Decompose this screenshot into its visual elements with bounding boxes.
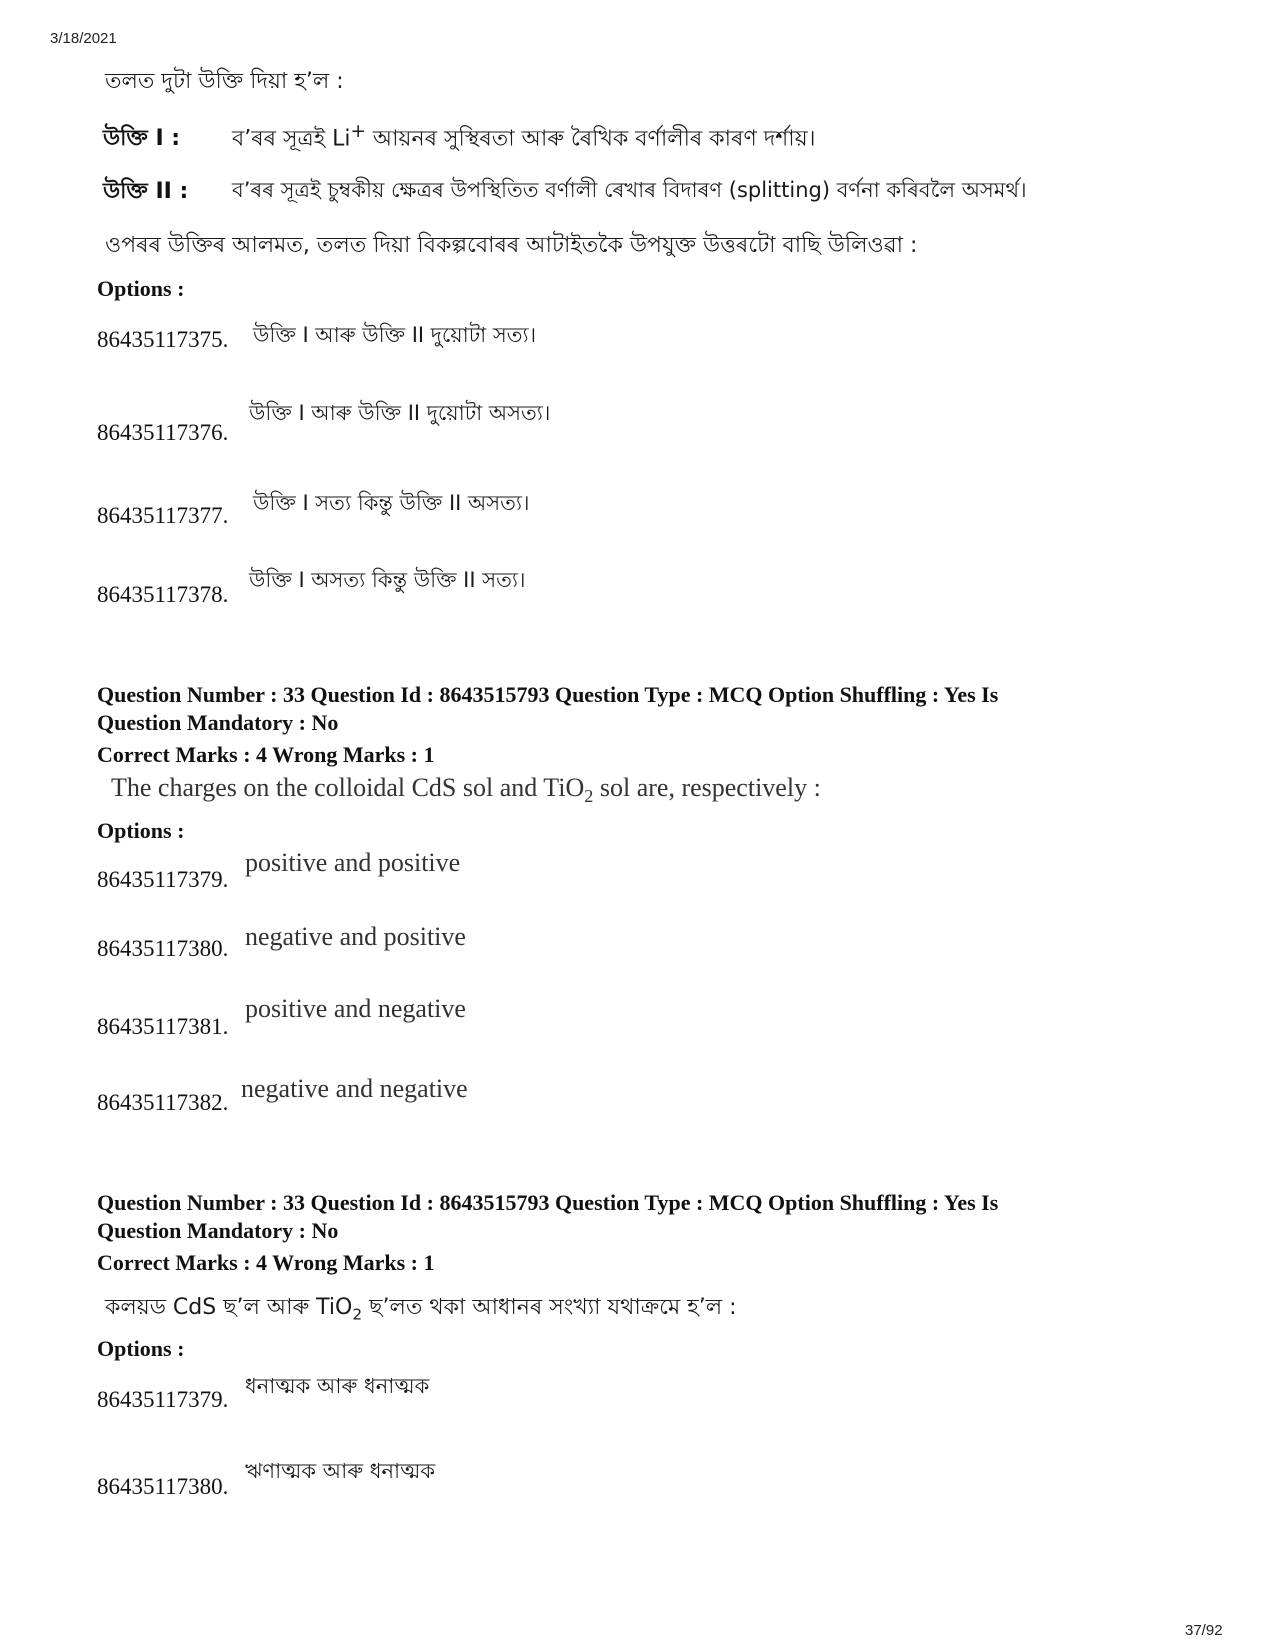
option-text: ধনাত্মক আৰু ধনাত্মক bbox=[245, 1374, 430, 1398]
instruction-text: ওপৰৰ উক্তিৰ আলমত, তলত দিয়া বিকল্পবোৰৰ আটাইতকৈ উপযুক্ত উত্তৰটো বাছি উলিওৱা : bbox=[105, 233, 918, 258]
options-heading: Options : bbox=[97, 1336, 185, 1361]
option-text: উক্তি I আৰু উক্তি II দুয়োটা অসত্য। bbox=[249, 401, 551, 425]
option-text: উক্তি I অসত্য কিন্তু উক্তি II সত্য। bbox=[249, 568, 526, 592]
option-number: 86435117377. bbox=[97, 503, 229, 528]
option-number: 86435117380. bbox=[97, 1474, 229, 1499]
question-text: The charges on the colloidal CdS sol and TiO$_2$ sol are, respectively : bbox=[111, 773, 821, 807]
option-number: 86435117381. bbox=[97, 1014, 229, 1039]
option-text: উক্তি I সত্য কিন্তু উক্তি II অসত্য। bbox=[253, 491, 530, 515]
options-heading: Options : bbox=[97, 818, 185, 843]
option-text: positive and negative bbox=[245, 994, 466, 1023]
option-text: উক্তি I আৰু উক্তি II দুয়োটা সত্য। bbox=[253, 323, 537, 347]
option-number: 86435117380. bbox=[97, 936, 229, 961]
option-number: 86435117375. bbox=[97, 327, 229, 352]
statement-2-text: ব’ৰৰ সূত্ৰই চুম্বকীয় ক্ষেত্ৰৰ উপস্থিতিত বৰ্ণালী ৰেখাৰ বিদাৰণ (splitting) বৰ্ণনা কৰিবলৈ অসমৰ্থ। bbox=[232, 178, 1027, 202]
option-number: 86435117376. bbox=[97, 420, 229, 445]
option-text: negative and negative bbox=[241, 1074, 468, 1103]
option-text: ঋণাত্মক আৰু ধনাত্মক bbox=[245, 1459, 436, 1483]
option-text: negative and positive bbox=[245, 922, 466, 951]
question-text: কলয়ড CdS ছ’ল আৰু TiO$_2$ ছ’লত থকা আধানৰ সংখ্যা যথাক্ৰমে হ’ল : bbox=[105, 1295, 737, 1324]
option-number: 86435117378. bbox=[97, 582, 229, 607]
question-meta: Question Number : 33 Question Id : 8643515793 Question Type : MCQ Option Shuffling : Yes Is Question Mandatory : No Correct Marks : 4 Wrong Marks : 1 bbox=[97, 682, 999, 767]
options-heading: Options : bbox=[97, 276, 185, 301]
statements-intro: তলত দুটা উক্তি দিয়া হ’ল : bbox=[105, 69, 344, 94]
question-meta: Question Number : 33 Question Id : 8643515793 Question Type : MCQ Option Shuffling : Yes Is Question Mandatory : No Correct Marks : 4 Wrong Marks : 1 bbox=[97, 1190, 999, 1275]
option-number: 86435117382. bbox=[97, 1090, 229, 1115]
page-number: 37/92 bbox=[1185, 1622, 1223, 1639]
statement-1-text: ব’ৰৰ সূত্ৰই Li+ আয়নৰ সুস্থিৰতা আৰু ৰৈখিক বৰ্ণালীৰ কাৰণ দৰ্শায়। bbox=[232, 121, 816, 152]
option-text: positive and positive bbox=[245, 848, 461, 877]
statement-2-label: উক্তি II : bbox=[103, 179, 189, 204]
statement-1-label: উক্তি I : bbox=[103, 126, 181, 151]
print-date: 3/18/2021 bbox=[50, 30, 117, 47]
option-number: 86435117379. bbox=[97, 1387, 229, 1412]
option-number: 86435117379. bbox=[97, 867, 229, 892]
